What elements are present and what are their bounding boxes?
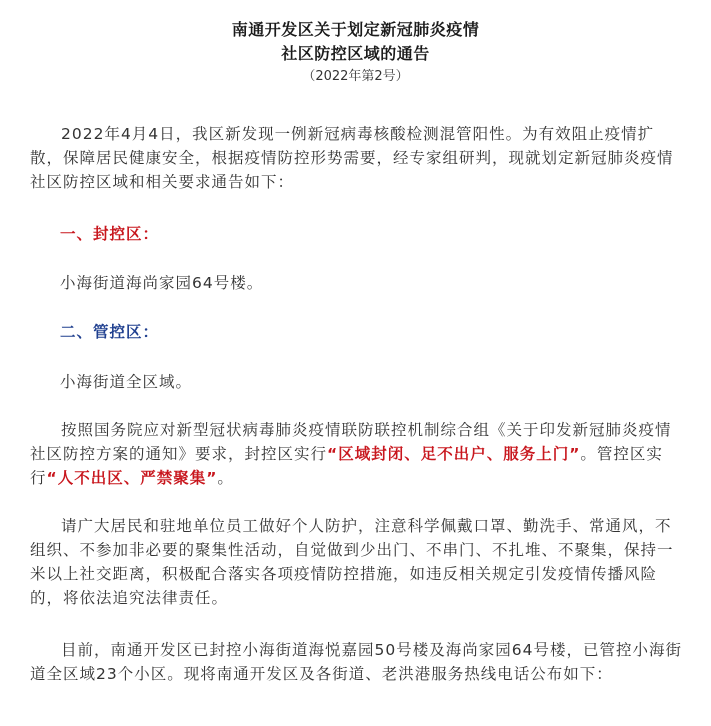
advice-paragraph: 请广大居民和驻地单位员工做好个人防护，注意科学佩戴口罩、勤洗手、常通风，不组织、不参加非必要的聚集性活动，自觉做到少出门、不串门、不扎堆、不聚集，保持一米以上社交距离，积极配合落实各项疫情防控措施，如违反相关规定引发疫情传播风险的，将依法追究法律责任。 bbox=[30, 517, 674, 607]
requirements-paragraph bbox=[30, 418, 684, 490]
lockdown-zone-content: 小海街道海尚家园64号楼。 bbox=[60, 274, 264, 292]
notice-title-line-2: 社区防控区域的通告 bbox=[281, 44, 430, 63]
control-rules-highlight: “人不出区、严禁聚集” bbox=[46, 469, 218, 487]
control-zone-content: 小海街道全区域。 bbox=[60, 373, 193, 391]
notice-title-line-1: 南通开发区关于划定新冠肺炎疫情 bbox=[231, 20, 480, 39]
intro-paragraph: 2022年4月4日，我区新发现一例新冠病毒核酸检测混管阳性。为有效阻止疫情扩散，保障居民健康安全，根据疫情防控形势需要，经专家组研判，现就划定新冠肺炎疫情社区防控区域和相关要求通告如下： bbox=[30, 125, 674, 191]
notice-header bbox=[0, 18, 711, 87]
notice-issue-number: （2022年第2号） bbox=[302, 69, 409, 84]
current-status-paragraph: 目前，南通开发区已封控小海街道海悦嘉园50号楼及海尚家园64号楼，已管控小海街道全区域23个小区。现将南通开发区及各街道、老洪港服务热线电话公布如下： bbox=[30, 641, 682, 683]
lockdown-rules-highlight: “区域封闭、足不出户、服务上门” bbox=[327, 445, 581, 463]
lockdown-zone-heading: 一、封控区： bbox=[60, 225, 160, 243]
control-zone-heading: 二、管控区： bbox=[60, 323, 160, 341]
requirements-text-part-3: 。 bbox=[217, 469, 234, 487]
requirements-text-part-2: 。管控区实行 bbox=[30, 445, 663, 487]
requirements-text-part-1: 按照国务院应对新型冠状病毒肺炎疫情联防联控机制综合组《关于印发新冠肺炎疫情社区防控方案的通知》要求，封控区实行 bbox=[30, 421, 672, 463]
